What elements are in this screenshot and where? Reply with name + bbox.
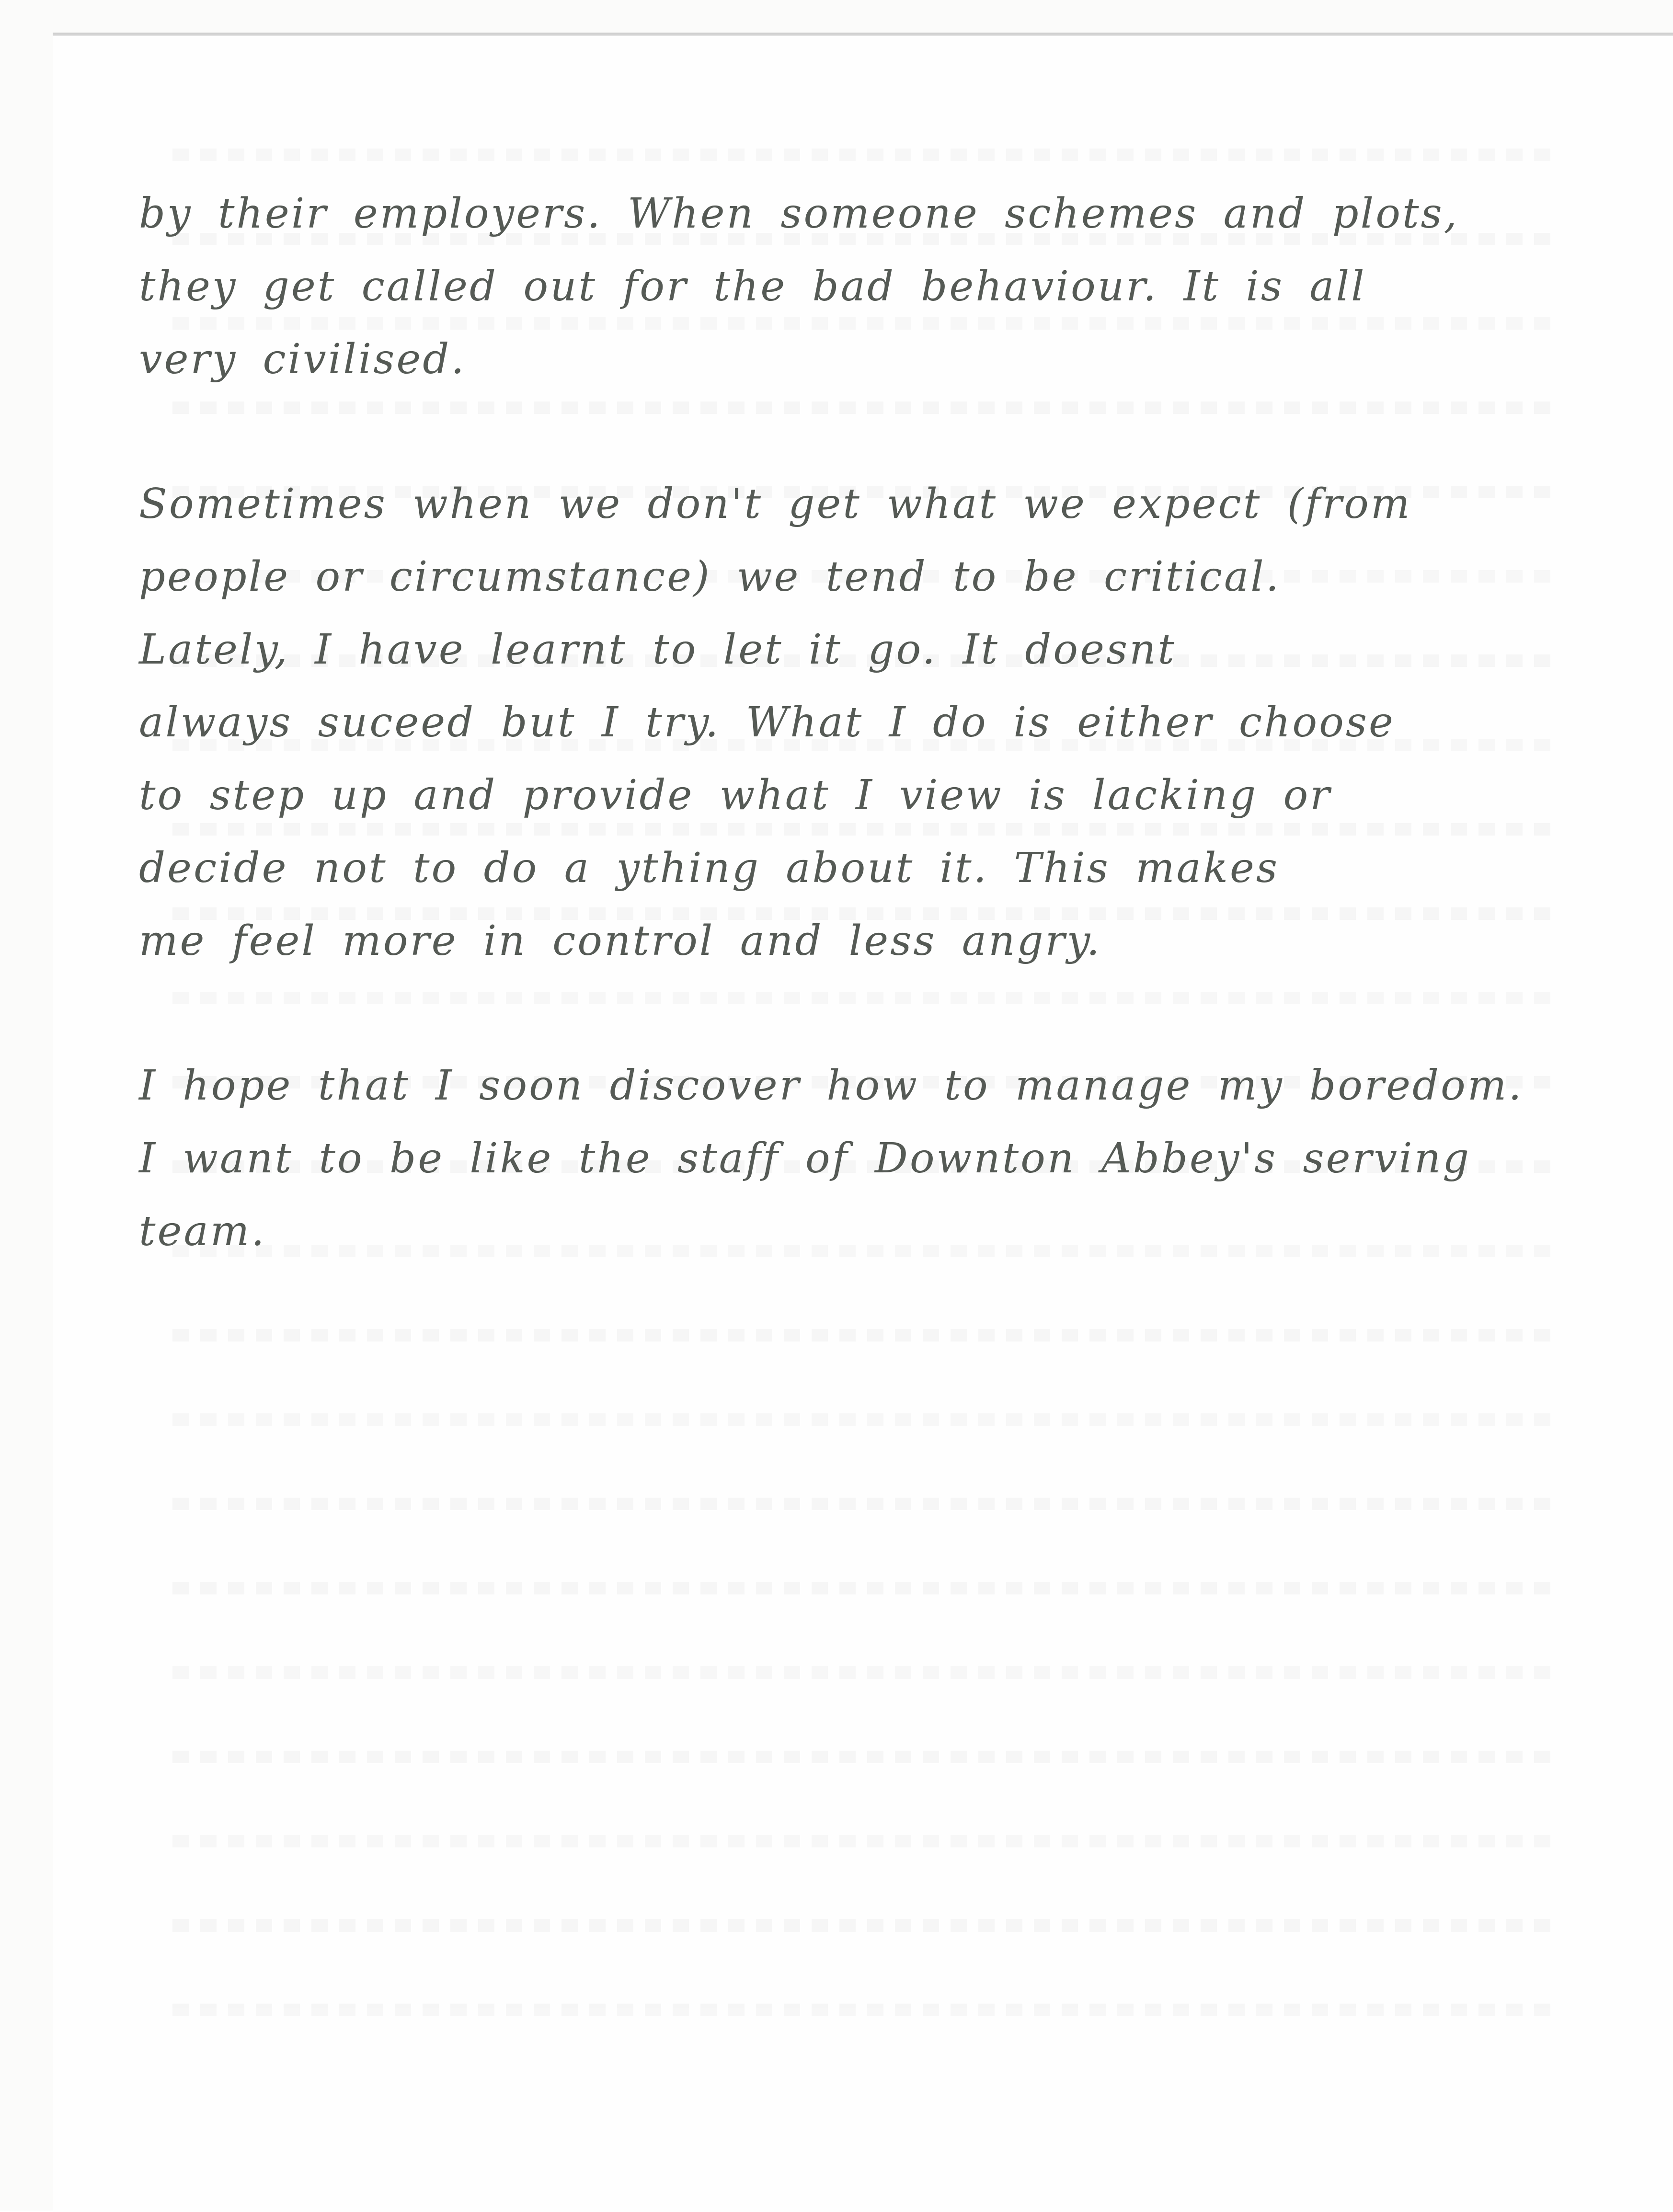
typed-text-body bbox=[139, 177, 1552, 1268]
text-line: they get called out for the bad behaviour. It is all bbox=[139, 263, 1366, 310]
paragraph-3 bbox=[139, 1049, 1552, 1268]
paper-top-edge bbox=[53, 33, 1673, 34]
text-line: Sometimes when we don't get what we expect (from bbox=[139, 480, 1412, 528]
text-line: I want to be like the staff of Downton Abbey's serving bbox=[139, 1135, 1471, 1182]
text-line: always suceed but I try. What I do is either choose bbox=[139, 699, 1395, 746]
text-line: people or circumstance) we tend to be critical. bbox=[139, 553, 1281, 601]
text-line: to step up and provide what I view is lacking or bbox=[139, 771, 1332, 819]
paragraph-2 bbox=[139, 468, 1552, 977]
text-line: team. bbox=[139, 1207, 266, 1255]
text-line: by their employers. When someone schemes and plots, bbox=[139, 190, 1459, 238]
text-line: I hope that I soon discover how to manage my boredom. bbox=[139, 1062, 1524, 1110]
text-line: me feel more in control and less angry. bbox=[139, 917, 1102, 965]
text-line: decide not to do a ything about it. This makes bbox=[139, 844, 1280, 892]
text-line: Lately, I have learnt to let it go. It doesnt bbox=[139, 626, 1177, 674]
text-line: very civilised. bbox=[139, 335, 466, 383]
paragraph-1 bbox=[139, 177, 1552, 396]
